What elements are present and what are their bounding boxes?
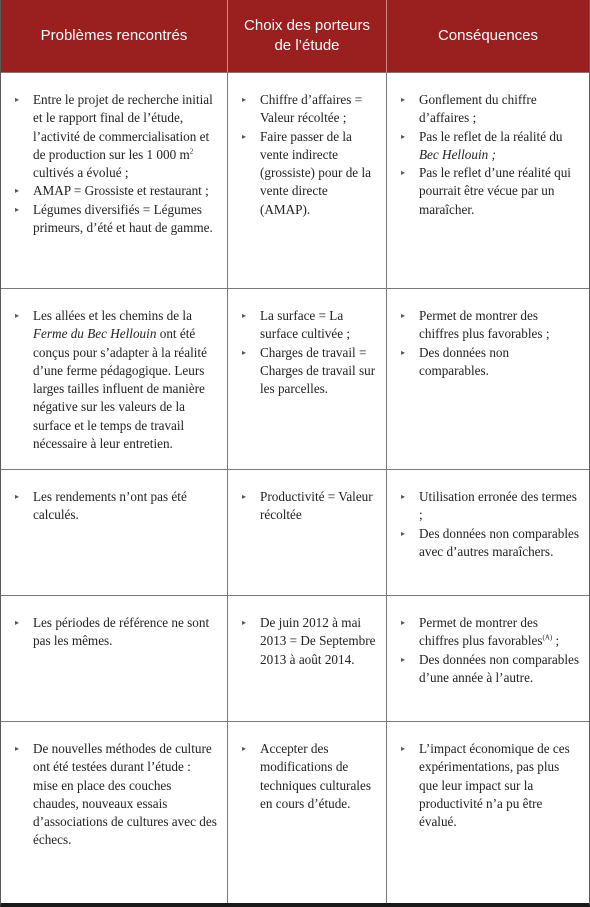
list-item: ▸ Pas le reflet de la réalité du Bec Hellouin ; xyxy=(401,128,581,165)
list-item: ▸ Permet de montrer des chiffres plus favorables ; xyxy=(401,307,581,344)
list-item: ▸ Des données non comparables d’une année à l’autre. xyxy=(401,651,581,688)
list-item: ▸ De nouvelles méthodes de culture ont été testées durant l’étude : mise en place des couches chaudes, nouveaux essais d’associations de cultures avec des échecs. xyxy=(15,740,219,850)
consequences-cell xyxy=(386,289,589,469)
consequences-cell xyxy=(386,470,589,595)
italic-phrase: Bec Hellouin ; xyxy=(419,146,496,162)
list-item: ▸ Productivité = Valeur récoltée xyxy=(242,488,378,525)
list-item: ▸ La surface = La surface cultivée ; xyxy=(242,307,378,344)
list-item: ▸ Utilisation erronée des termes ; xyxy=(401,488,581,525)
list-item: ▸ Les périodes de référence ne sont pas les mêmes. xyxy=(15,614,219,651)
problems-cell xyxy=(1,73,227,288)
list-item: ▸ Les allées et les chemins de la Ferme du Bec Hellouin ont été conçus pour s’adapter à la réalité d’une ferme pédagogique. Leurs larges tailles influent de manière négative sur les valeurs de la surface et le temps de travail nécessaire à leur entretien. xyxy=(15,307,219,453)
list-item: ▸ Gonflement du chiffre d’affaires ; xyxy=(401,91,581,128)
list-item: ▸ Les rendements n’ont pas été calculés. xyxy=(15,488,219,525)
list-item: ▸ Des données non comparables. xyxy=(401,344,581,381)
consequences-cell xyxy=(386,722,589,903)
choices-cell xyxy=(227,722,386,903)
list-item: ▸ Pas le reflet d’une réalité qui pourrait être vécue par un maraîcher. xyxy=(401,164,581,219)
superscript-marker: 2 xyxy=(189,147,194,156)
consequences-cell xyxy=(386,73,589,288)
list-item: ▸ Légumes diversifiés = Légumes primeurs, d’été et haut de gamme. xyxy=(15,201,219,238)
choices-cell xyxy=(227,289,386,469)
list-item: ▸ Faire passer de la vente indirecte (grossiste) pour de la vente directe (AMAP). xyxy=(242,128,378,219)
header-consequences: Conséquences xyxy=(386,0,589,72)
problems-cell xyxy=(1,722,227,903)
table-row xyxy=(1,721,589,903)
problems-cell xyxy=(1,289,227,469)
table-row xyxy=(1,72,589,288)
choices-cell xyxy=(227,596,386,721)
problems-cell xyxy=(1,470,227,595)
list-item: ▸ Des données non comparables avec d’autres maraîchers. xyxy=(401,525,581,562)
list-item: ▸ De juin 2012 à mai 2013 = De Septembre 2013 à août 2014. xyxy=(242,614,378,669)
choices-cell xyxy=(227,73,386,288)
list-item: ▸ Permet de montrer des chiffres plus favorables$^{(A)}$ ; xyxy=(401,614,581,651)
choices-cell xyxy=(227,470,386,595)
table-row xyxy=(1,288,589,469)
header-choices: Choix des porteurs de l’étude xyxy=(227,0,386,72)
list-item: ▸ Accepter des modifications de techniques culturales en cours d’étude. xyxy=(242,740,378,813)
list-item: ▸ Chiffre d’affaires = Valeur récoltée ; xyxy=(242,91,378,128)
table-header xyxy=(1,0,589,72)
list-item: ▸ AMAP = Grossiste et restaurant ; xyxy=(15,182,219,200)
table-row xyxy=(1,469,589,595)
list-item: ▸ L’impact économique de ces expérimentations, pas plus que leur impact sur la productivité n’a pu être évalué. xyxy=(401,740,581,831)
consequences-cell xyxy=(386,596,589,721)
table-row xyxy=(1,595,589,721)
list-item: ▸ Charges de travail = Charges de travail sur les parcelles. xyxy=(242,344,378,399)
problems-cell xyxy=(1,596,227,721)
list-item: ▸ Entre le projet de recherche initial et le rapport final de l’étude, l’activité de commercialisation et de production sur les 1 000 $m^2$ cultivés a évolué ; xyxy=(15,91,219,182)
header-problems: Problèmes rencontrés xyxy=(40,27,188,44)
italic-phrase: Ferme du Bec Hellouin xyxy=(33,326,157,342)
superscript-marker: (A) xyxy=(542,633,553,642)
